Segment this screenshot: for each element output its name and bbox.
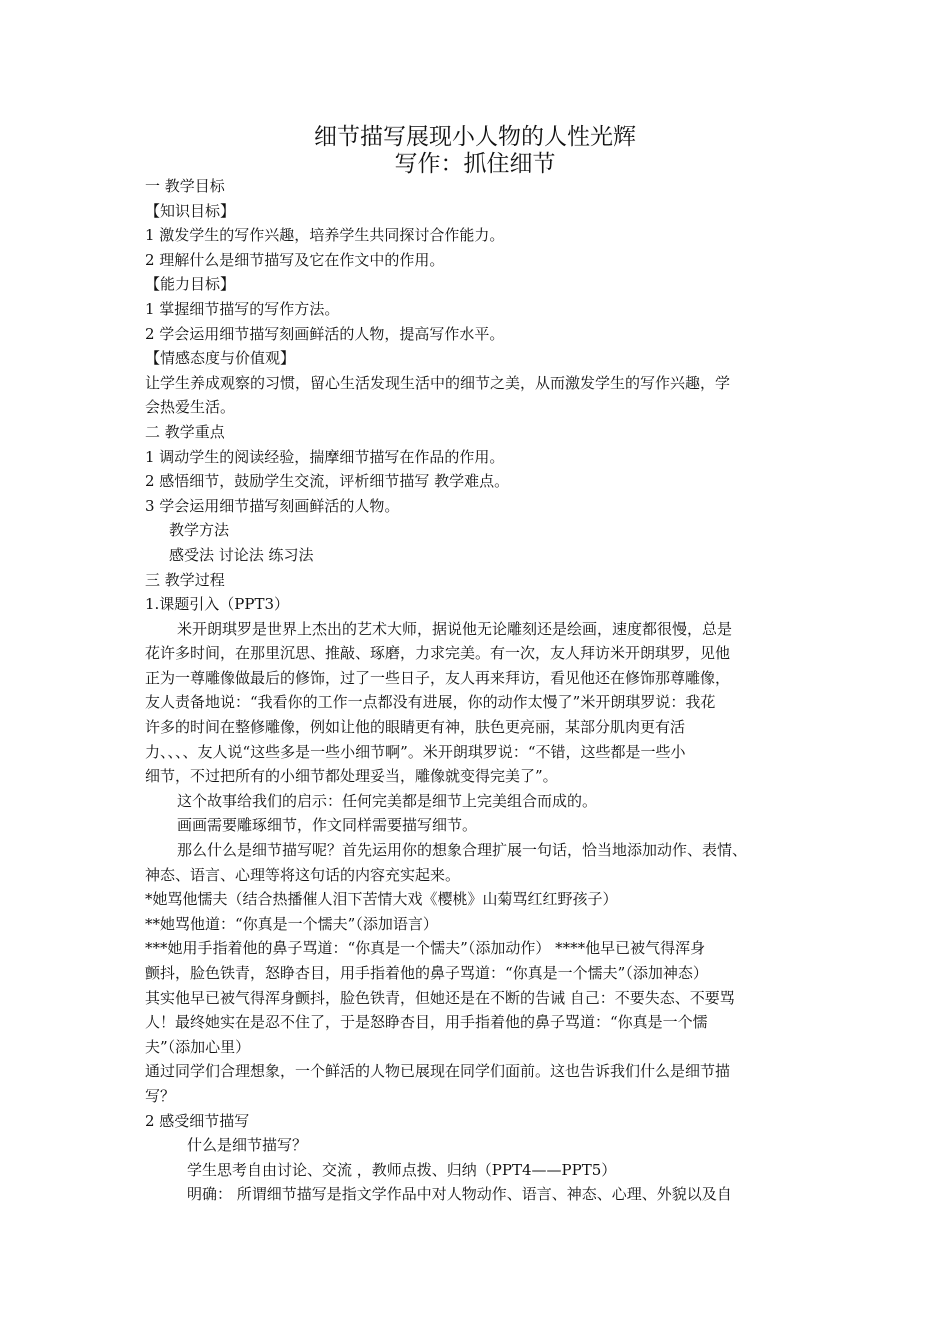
text-line: 力、、、、友人说“这些多是一些小细节啊”。米开朗琪罗说：“不错，这些都是一些小 [145,742,686,761]
text-line: 夫”（添加心里） [145,1037,251,1056]
text-line: 神态、语言、心理等将这句话的内容充实起来。 [145,865,461,884]
text-line: 2 感悟细节，鼓励学生交流，评析细节描写 教学难点。 [145,472,510,491]
document-title: 细节描写展现小人物的人性光辉 [314,124,636,150]
subheading-knowledge: 【知识目标】 [145,201,236,220]
text-line: 3 学会运用细节描写刻画鲜活的人物。 [145,496,400,515]
document-body [145,174,825,1207]
text-line: 2 理解什么是细节描写及它在作文中的作用。 [145,250,445,269]
text-line: 花许多时间，在那里沉思、推敲、琢磨，力求完美。有一次，友人拜访米开朗琪罗，见他 [145,644,731,663]
text-line: 颤抖，脸色铁青，怒睁杏目，用手指着他的鼻子骂道：“你真是一个懦夫”（添加神态） [145,964,708,982]
text-line: ***她用手指着他的鼻子骂道：“你真是一个懦夫”（添加动作） ****他早已被气得浑身 [145,939,706,958]
text-line: 1 激发学生的写作兴趣，培养学生共同探讨合作能力。 [145,226,505,245]
text-line: 写？ [145,1086,176,1105]
text-line: 让学生养成观察的习惯，留心生活发现生活中的细节之美，从而激发学生的写作兴趣，学 [145,373,731,392]
text-line: 1 掌握细节描写的写作方法。 [145,299,340,318]
text-line: 正为一尊雕像做最后的修饰，过了一些日子，友人再来拜访，看见他还在修饰那尊雕像， [145,668,731,687]
text-line: 1 调动学生的阅读经验，揣摩细节描写在作品的作用。 [145,447,505,466]
subheading-intro: 1.课题引入（PPT3） [145,595,290,614]
text-line: 许多的时间在整修雕像，例如让他的眼睛更有神，肤色更亮丽，某部分肌肉更有活 [145,718,686,737]
text-line: 那么什么是细节描写呢？首先运用你的想象合理扩展一句话，恰当地添加动作、表情、 [177,841,748,860]
text-line: 其实他早已被气得浑身颤抖，脸色铁青，但她还是在不断的告诫 自己：不要失态、不要骂 [145,988,735,1007]
text-line: 会热爱生活。 [145,398,236,417]
section-heading-key-points: 二 教学重点 [145,422,225,441]
text-line: 学生思考自由讨论、交流 ，教师点拨、归纳（PPT4——PPT5） [187,1160,617,1179]
section-heading-process: 三 教学过程 [145,570,225,589]
text-line: **她骂他道：“你真是一个懦夫”（添加语言） [145,914,438,933]
text-line: 友人责备地说：“我看你的工作一点都没有进展，你的动作太慢了”米开朗琪罗说：我花 [145,693,716,712]
text-line: 2 学会运用细节描写刻画鲜活的人物，提高写作水平。 [145,324,505,343]
text-line: 细节，不过把所有的小细节都处理妥当，雕像就变得完美了”。 [145,767,558,786]
text-line: 明确： 所谓细节描写是指文学作品中对人物动作、语言、神态、心理、外貌以及自 [187,1185,732,1204]
text-line: 这个故事给我们的启示：任何完美都是细节上完美组合而成的。 [177,791,598,810]
section-heading-goals: 一 教学目标 [145,177,225,195]
text-line: 什么是细节描写？ [187,1136,308,1155]
document-subtitle: 写作：抓住细节 [394,151,556,177]
text-line: 感受法 讨论法 练习法 [169,545,314,564]
subheading-ability: 【能力目标】 [145,275,236,294]
text-line: 米开朗琪罗是世界上杰出的艺术大师，据说他无论雕刻还是绘画，速度都很慢，总是 [177,619,733,638]
text-line: 通过同学们合理想象，一个鲜活的人物已展现在同学们面前。这也告诉我们什么是细节描 [145,1062,731,1081]
subheading-feel-details: 2 感受细节描写 [145,1111,250,1130]
text-line: *她骂他懦夫（结合热播催人泪下苦情大戏《樱桃》山菊骂红红野孩子） [145,890,618,909]
subheading-values: 【情感态度与价值观】 [145,349,296,368]
text-line: 人！最终她实在是忍不住了，于是怒睁杏目，用手指着他的鼻子骂道：“你真是一个懦 [145,1013,708,1032]
subheading-methods: 教学方法 [169,521,230,540]
text-line: 画画需要雕琢细节，作文同样需要描写细节。 [177,816,478,835]
